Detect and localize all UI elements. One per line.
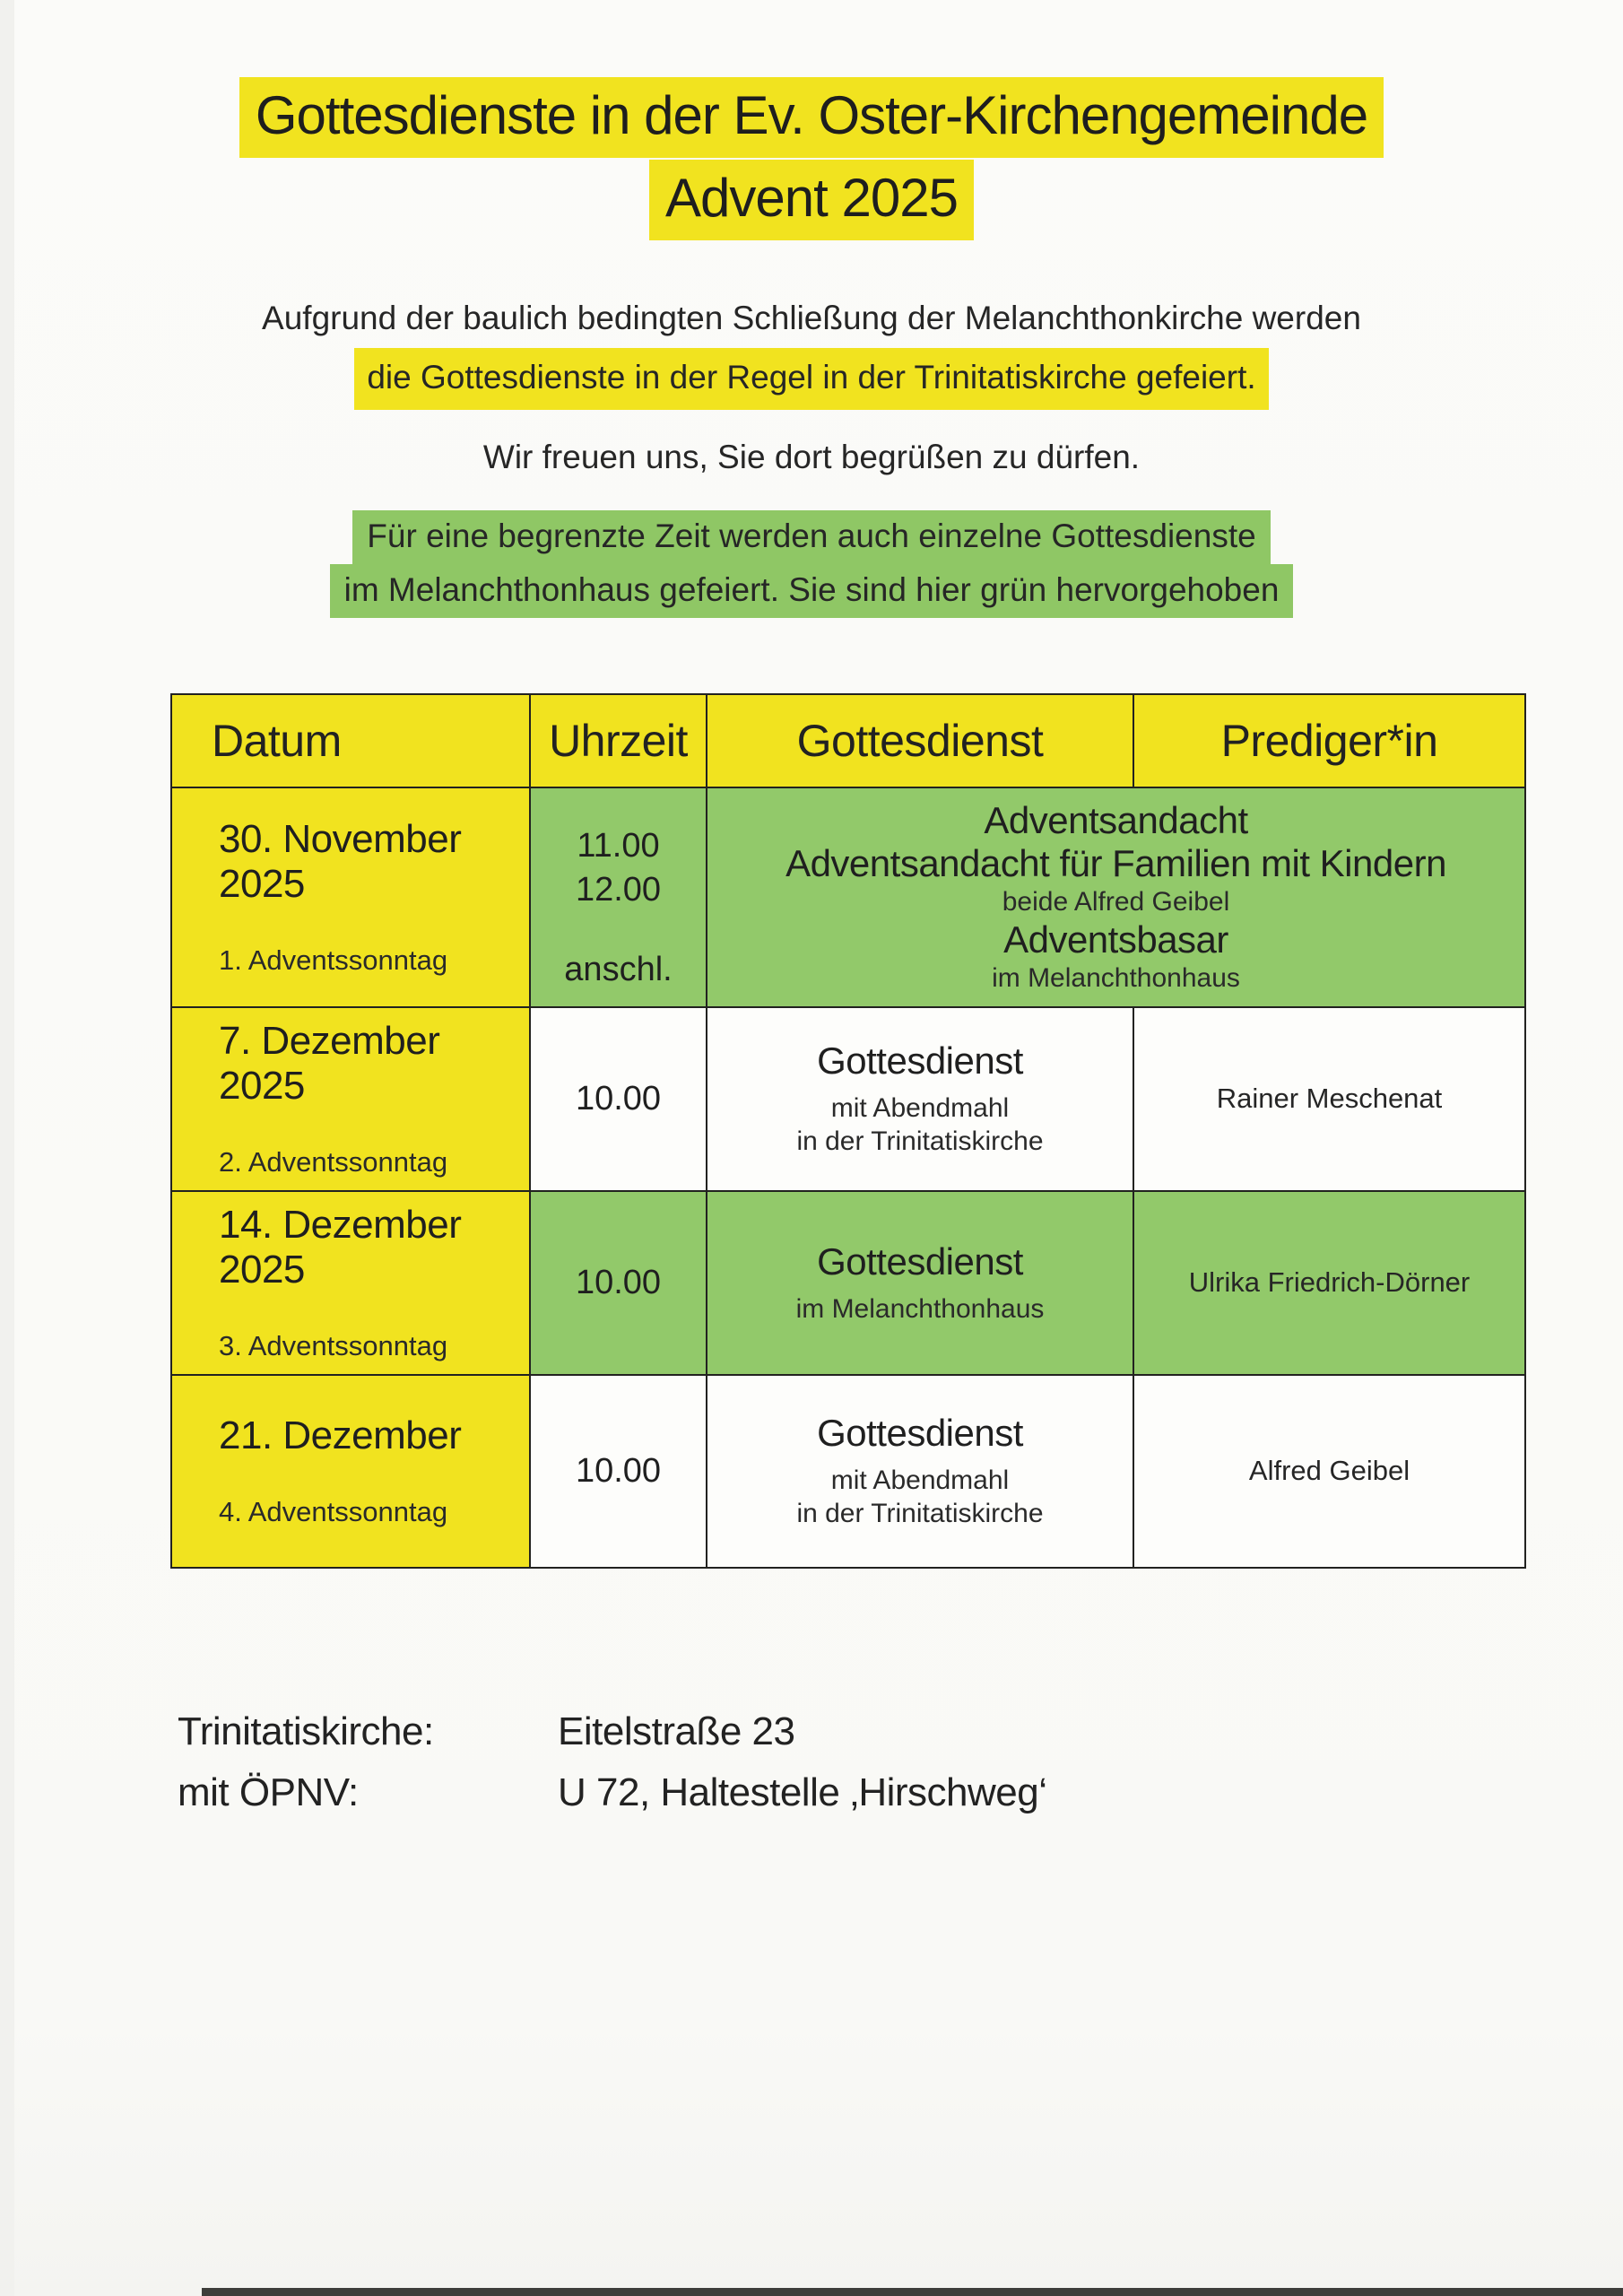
service-note: mit Abendmahl (830, 1093, 1010, 1124)
time-value-1: 11.00 (577, 827, 660, 865)
scan-bottom-edge-artifact (202, 2288, 1623, 2296)
time-value-2: 12.00 (575, 871, 662, 909)
service-note: in der Trinitatiskirche (796, 1499, 1044, 1529)
column-header-uhrzeit: Uhrzeit (530, 694, 707, 787)
service-cell (707, 1191, 1133, 1375)
table-row-1-advent (171, 787, 1525, 1007)
date-label: 21. Dezember (219, 1413, 462, 1458)
date-cell (171, 1007, 530, 1191)
title-line-2 (0, 160, 1623, 240)
column-header-gottesdienst: Gottesdienst (707, 694, 1133, 787)
document-title-block (0, 0, 1623, 240)
event-title: Adventsandacht (984, 799, 1248, 842)
location-value: Eitelstraße 23 (558, 1709, 795, 1753)
column-header-datum: Datum (171, 694, 530, 787)
column-header-prediger: Prediger*in (1133, 694, 1525, 787)
sunday-label: 1. Adventssonntag (219, 944, 448, 977)
intro-line-3: Wir freuen uns, Sie dort begrüßen zu dürfen. (482, 439, 1141, 476)
intro-line-1: Aufgrund der baulich bedingten Schließung der Melanchthonkirche werden (262, 300, 1361, 336)
service-cell (707, 1007, 1133, 1191)
intro-line-2 (0, 346, 1623, 411)
intro-yellow-highlight: die Gottesdienste in der Regel in der Trinitatiskirche gefeiert. (354, 348, 1268, 411)
time-value-3: anschl. (564, 950, 673, 988)
intro-paragraph (0, 291, 1623, 618)
service-cell (707, 1375, 1133, 1568)
sunday-label: 2. Adventssonntag (219, 1146, 448, 1178)
table-row-2-advent (171, 1007, 1525, 1191)
location-row-transit (178, 1762, 1623, 1823)
date-cell (171, 1191, 530, 1375)
event-note: im Melanchthonhaus (992, 963, 1240, 994)
date-label: 30. November 2025 (219, 817, 462, 907)
date-cell (171, 1375, 530, 1568)
intro-green-notice (0, 510, 1623, 618)
location-info-block (178, 1701, 1623, 1823)
service-title: Gottesdienst (817, 1412, 1023, 1455)
event-note: beide Alfred Geibel (1002, 887, 1230, 918)
sunday-label: 3. Adventssonntag (219, 1330, 448, 1362)
green-notice-line-2: im Melanchthonhaus gefeiert. Sie sind hier grün hervorgehoben (330, 564, 1294, 618)
service-note: im Melanchthonhaus (795, 1293, 1045, 1324)
service-schedule-table (170, 693, 1526, 1569)
date-cell (171, 787, 530, 1007)
sunday-label: 4. Adventssonntag (219, 1496, 448, 1528)
scan-edge-artifact (0, 0, 14, 2296)
date-label: 7. Dezember 2025 (219, 1019, 440, 1109)
table-row-3-advent (171, 1191, 1525, 1375)
location-label: mit ÖPNV: (178, 1770, 359, 1815)
service-and-preacher-cell (707, 787, 1525, 1007)
preacher-cell: Rainer Meschenat (1133, 1007, 1525, 1191)
time-cell: 10.00 (530, 1007, 707, 1191)
table-header-row (171, 694, 1525, 787)
date-label: 14. Dezember 2025 (219, 1203, 462, 1292)
time-cell: 10.00 (530, 1375, 707, 1568)
title-line-1 (0, 77, 1623, 158)
location-row-church (178, 1701, 1623, 1762)
service-note: mit Abendmahl (830, 1465, 1010, 1496)
service-title: Gottesdienst (817, 1239, 1023, 1283)
location-value: U 72, Haltestelle ‚Hirschweg‘ (558, 1770, 1047, 1815)
time-cell: 10.00 (530, 1191, 707, 1375)
service-title: Gottesdienst (817, 1039, 1023, 1083)
service-note: in der Trinitatiskirche (796, 1126, 1044, 1157)
title-highlight-2: Advent 2025 (649, 160, 974, 240)
time-cell (530, 787, 707, 1007)
preacher-cell: Ulrika Friedrich-Dörner (1133, 1191, 1525, 1375)
green-notice-line-1: Für eine begrenzte Zeit werden auch einzelne Gottesdienste (352, 510, 1270, 564)
table-row-4-advent (171, 1375, 1525, 1568)
event-title: Adventsbasar (1003, 918, 1228, 961)
preacher-cell: Alfred Geibel (1133, 1375, 1525, 1568)
location-label: Trinitatiskirche: (178, 1709, 434, 1753)
event-title: Adventsandacht für Familien mit Kindern (785, 842, 1446, 885)
title-highlight-1: Gottesdienste in der Ev. Oster-Kirchengemeinde (239, 77, 1384, 158)
